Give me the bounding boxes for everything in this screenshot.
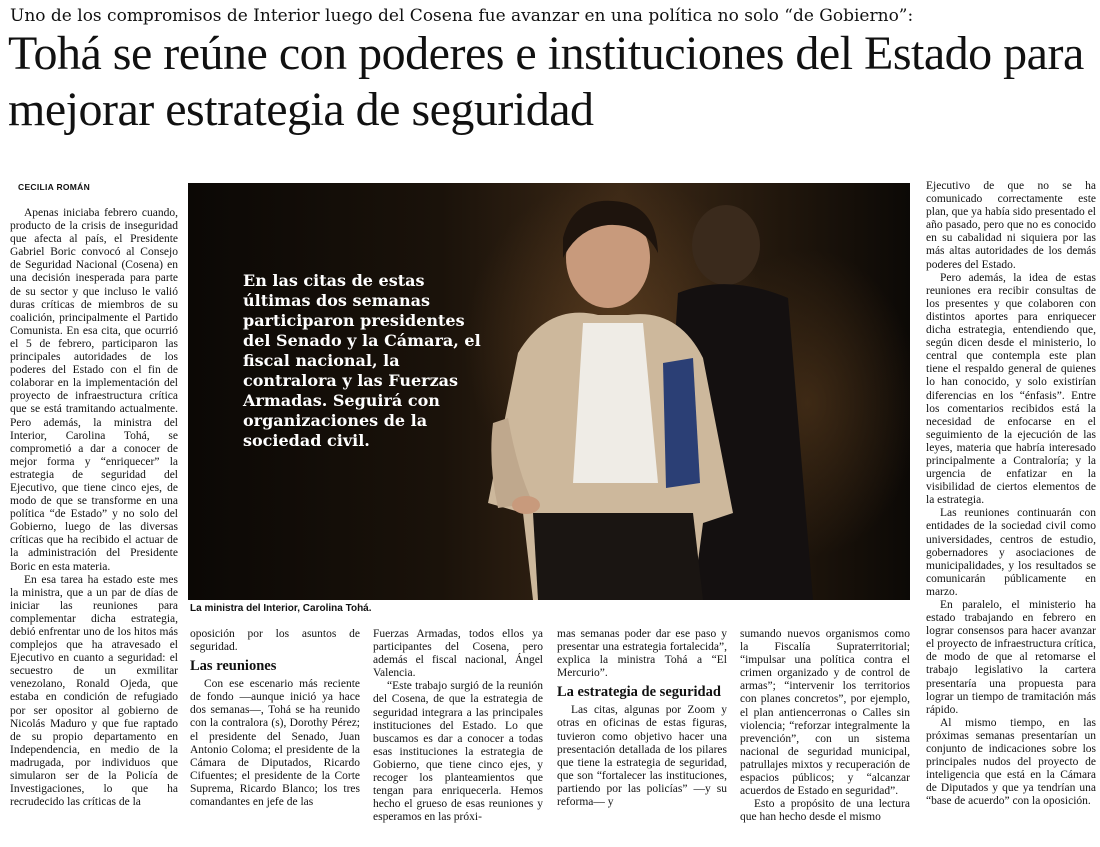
paragraph: Pero además, la idea de estas reuniones era recibir consultas de los presentes y que colaboren con distintos aportes para enriquecer dicha estrategia, entendiendo que, según dicen desde el ministerio, lo central que contempla este plan tiene el respaldo general de quienes lo han conocido, y solo existirían diferencias en los “énfasis”. Entre los comentarios recibidos está la necesidad de enfocarse en el seguimiento de la ejecución de las leyes, materia que habría interesado principalmente a Contraloría; y la urgencia de enfatizar en la visibilidad de ciertos elementos de la estrategia.: [926, 271, 1096, 507]
article-column-3: [373, 628, 543, 847]
byline: CECILIA ROMÁN: [18, 182, 91, 192]
article-column-4: [557, 628, 727, 847]
paragraph: Con ese escenario más reciente de fondo —aunque inició ya hace dos semanas—, Tohá se ha reunido con la contralora (s), Dorothy Pérez; el presidente del Senado, Juan Antonio Coloma; el presidente de la Cámara de Diputados, Ricardo Cifuentes; el presidente de la Corte Suprema, Ricardo Blanco; los tres comandantes en jefe de las: [190, 678, 360, 809]
paragraph: mas semanas poder dar ese paso y presentar una estrategia fortalecida”, explica la ministra Tohá a “El Mercurio”.: [557, 628, 727, 680]
paragraph: Ejecutivo de que no se ha comunicado correctamente este plan, que ya había sido presentado el año pasado, pero que no es conocido en su cabalidad ni siquiera por las más altas autoridades de los demás poderes del Estado.: [926, 180, 1096, 271]
paragraph: Esto a propósito de una lectura que han hecho desde el mismo: [740, 798, 910, 824]
paragraph: oposición por los asuntos de seguridad.: [190, 628, 360, 654]
paragraph: “Este trabajo surgió de la reunión del Cosena, de que la estrategia de seguridad integrara a las principales instituciones del Estado. Lo que buscamos es dar a conocer a todas esas instituciones la estrategia de Gobierno, que tiene cinco ejes, y recoger los planteamientos que tengan para enriquecerla. Hemos hecho el grueso de esas reuniones y esperamos en las próxi-: [373, 680, 543, 824]
paragraph: En paralelo, el ministerio ha estado trabajando en febrero en lograr consensos para hacer avanzar el proyecto de infraestructura crítica, de modo de que al retomarse el trabajo legislativo la cartera presentaría una propuesta para lograr un tiempo de tramitación más rápido.: [926, 599, 1096, 716]
paragraph: Las reuniones continuarán con entidades de la sociedad civil como universidades, centros de estudio, gobernadores y asociaciones de municipalidades, y los resultados se comunicarán públicamente en marzo.: [926, 507, 1096, 598]
article-column-2: [190, 628, 360, 847]
photo-caption: La ministra del Interior, Carolina Tohá.: [190, 603, 372, 614]
kicker: Uno de los compromisos de Interior luego del Cosena fue avanzar en una política no solo “de Gobierno”:: [10, 6, 914, 26]
section-heading: La estrategia de seguridad: [557, 684, 721, 701]
paragraph: Apenas iniciaba febrero cuando, producto de la crisis de inseguridad que afecta al país, el Presidente Gabriel Boric convocó al Consejo de Seguridad Nacional (Cosena) en una decisión inesperada para parte de su sector y que incluso le valió duras críticas de miembros de su coalición, principalmente el Partido Comunista. En esa cita, que ocurrió el 5 de febrero, participaron las principales autoridades de los poderes del Estado con el fin de colaborar en la implementación del proyecto de infraestructura crítica que se está tramitando actualmente. Pero además, la ministra del Interior, Carolina Tohá, se comprometió a dar a conocer de mejor forma y “enriquecer” la estrategia de seguridad del Ejecutivo, que tiene cinco ejes, de modo de que se transforme en una política “de Estado” y no solo del Gobierno, luego de las diversas críticas que ha recibido el actuar de la administración del Presidente Boric en esta materia.: [10, 207, 178, 573]
article-column-1: [10, 207, 178, 847]
article-column-5: [740, 628, 910, 847]
photo-pull-quote: En las citas de estas últimas dos semanas participaron presidentes del Senado y la Cámara, el fiscal nacional, la contralora y las Fuerzas Armadas. Seguirá con organizaciones de la sociedad civil.: [243, 271, 481, 450]
article-column-6: [926, 180, 1096, 847]
article-photo: [188, 183, 910, 600]
section-heading: Las reuniones: [190, 658, 277, 675]
paragraph: En esa tarea ha estado este mes la ministra, que a un par de días de iniciar las reuniones para complementar dicha estrategia, debió enfrentar uno de los hitos más complejos que ha atravesado el Ejecutivo en cuanto a seguridad: el secuestro de un exmilitar venezolano, Ronald Ojeda, que estaba en condición de refugiado por ser opositor al gobierno de Nicolás Maduro y que fue raptado de su propio departamento en Independencia, en medio de la madrugada, por individuos que simularon ser de la Policía de Investigaciones, lo que ha recrudecido las críticas de la: [10, 573, 178, 809]
paragraph: sumando nuevos organismos como la Fiscalía Supraterritorial; “impulsar una política contra el crimen organizado y de control de armas”; “intervenir los territorios con planes concretos”, por ejemplo, el plan antiencerronas o Calles sin violencia; “reforzar integralmente la prevención”, con un sistema nacional de seguridad municipal, patrullajes mixtos y recuperación de espacios públicos; y “alcanzar acuerdos de Estado en seguridad”.: [740, 628, 910, 798]
paragraph: Al mismo tiempo, en las próximas semanas presentarían un conjunto de indicaciones sobre los principales nudos del proyecto de inteligencia que está en la Cámara de Diputados y que ya tendrían una “base de acuerdo” con la oposición.: [926, 716, 1096, 808]
headline: Tohá se reúne con poderes e instituciones del Estado para mejorar estrategia de seguridad: [8, 27, 1084, 136]
paragraph: Las citas, algunas por Zoom y otras en oficinas de estas figuras, tuvieron como objetivo hacer una presentación detallada de los pilares que tiene la estrategia de seguridad, que son “fortalecer las instituciones, partiendo por las policías” —y su reforma— y: [557, 704, 727, 809]
paragraph: Fuerzas Armadas, todos ellos ya participantes del Cosena, pero además el fiscal nacional, Ángel Valencia.: [373, 628, 543, 680]
